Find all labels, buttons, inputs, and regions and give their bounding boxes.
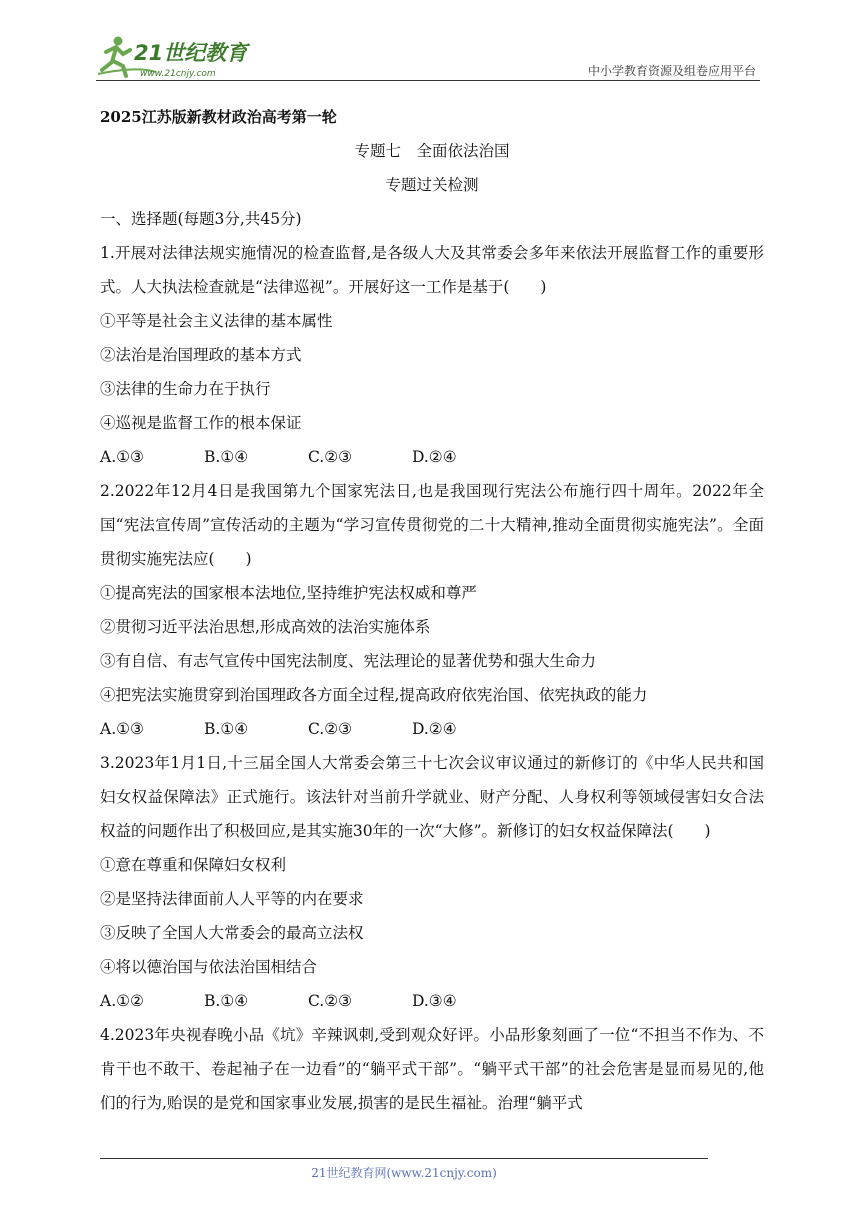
svg-text:www.21cnjy.com: www.21cnjy.com <box>140 69 216 79</box>
option-c[interactable]: C.②③ <box>308 720 353 738</box>
statement-item: ③反映了全国人大常委会的最高立法权 <box>100 924 364 942</box>
answer-options <box>100 712 764 746</box>
option-a[interactable]: A.①③ <box>100 448 144 466</box>
statement-item: ④巡视是监督工作的根本保证 <box>100 414 302 432</box>
statement-item: ①意在尊重和保障妇女权利 <box>100 856 287 874</box>
statement-item: ①提高宪法的国家根本法地位,坚持维护宪法权威和尊严 <box>100 584 477 602</box>
footer-divider <box>100 1158 708 1159</box>
document-title: 2025江苏版新教材政治高考第一轮 <box>100 108 337 126</box>
section-heading: 一、选择题(每题3分,共45分) <box>100 210 302 228</box>
option-a[interactable]: A.①③ <box>100 720 144 738</box>
answer-options <box>100 440 764 474</box>
statement-item: ①平等是社会主义法律的基本属性 <box>100 312 333 330</box>
header-divider <box>96 80 760 81</box>
option-d[interactable]: D.②④ <box>412 720 457 738</box>
question-stem: 1.开展对法律法规实施情况的检查监督,是各级人大及其常委会多年来依法开展监督工作的重要形式。人大执法检查就是“法律巡视”。开展好这一工作是基于( ) <box>100 244 764 296</box>
answer-options <box>100 984 764 1018</box>
statement-item: ②贯彻习近平法治思想,形成高效的法治实施体系 <box>100 618 431 636</box>
option-b[interactable]: B.①④ <box>204 448 249 466</box>
option-c[interactable]: C.②③ <box>308 992 353 1010</box>
option-b[interactable]: B.①④ <box>204 992 249 1010</box>
statement-item: ②是坚持法律面前人人平等的内在要求 <box>100 890 364 908</box>
subtitle: 专题过关检测 <box>385 176 479 194</box>
question-stem: 4.2023年央视春晚小品《坑》辛辣讽刺,受到观众好评。小品形象刻画了一位“不担当不作为、不肯干也不敢干、卷起袖子在一边看”的“躺平式干部”。“躺平式干部”的社会危害是显而易见的,他们的行为,贻误的是党和国家事业发展,损害的是民生福祉。治理“躺平式 <box>100 1026 764 1112</box>
statement-item: ③法律的生命力在于执行 <box>100 380 271 398</box>
option-a[interactable]: A.①② <box>100 992 144 1010</box>
question-3 <box>100 746 764 1018</box>
option-b[interactable]: B.①④ <box>204 720 249 738</box>
footer-source[interactable]: 21世纪教育网(www.21cnjy.com) <box>311 1166 497 1180</box>
statement-item: ④把宪法实施贯穿到治国理政各方面全过程,提高政府依宪治国、依宪执政的能力 <box>100 686 648 704</box>
statement-item: ②法治是治国理政的基本方式 <box>100 346 302 364</box>
question-stem: 3.2023年1月1日,十三届全国人大常委会第三十七次会议审议通过的新修订的《中华人民共和国妇女权益保障法》正式施行。该法针对当前升学就业、财产分配、人身权利等领域侵害妇女合法权益的问题作出了积极回应,是其实施30年的一次“大修”。新修订的妇女权益保障法( ) <box>100 754 764 840</box>
option-c[interactable]: C.②③ <box>308 448 353 466</box>
option-d[interactable]: D.③④ <box>412 992 457 1010</box>
svg-text:21世纪教育: 21世纪教育 <box>134 41 248 65</box>
platform-name: 中小学教育资源及组卷应用平台 <box>587 64 756 78</box>
document-body <box>100 100 764 1120</box>
page-header <box>96 30 760 86</box>
question-2 <box>100 474 764 746</box>
topic-title: 专题七 全面依法治国 <box>354 142 510 160</box>
question-4 <box>100 1018 764 1120</box>
statement-item: ③有自信、有志气宣传中国宪法制度、宪法理论的显著优势和强大生命力 <box>100 652 597 670</box>
site-logo <box>96 32 266 82</box>
question-stem: 2.2022年12月4日是我国第九个国家宪法日,也是我国现行宪法公布施行四十周年。2022年全国“宪法宣传周”宣传活动的主题为“学习宣传贯彻党的二十大精神,推动全面贯彻实施宪法”。全面贯彻实施宪法应( ) <box>100 482 764 568</box>
statement-item: ④将以德治国与依法治国相结合 <box>100 958 318 976</box>
option-d[interactable]: D.②④ <box>412 448 457 466</box>
question-1 <box>100 236 764 474</box>
